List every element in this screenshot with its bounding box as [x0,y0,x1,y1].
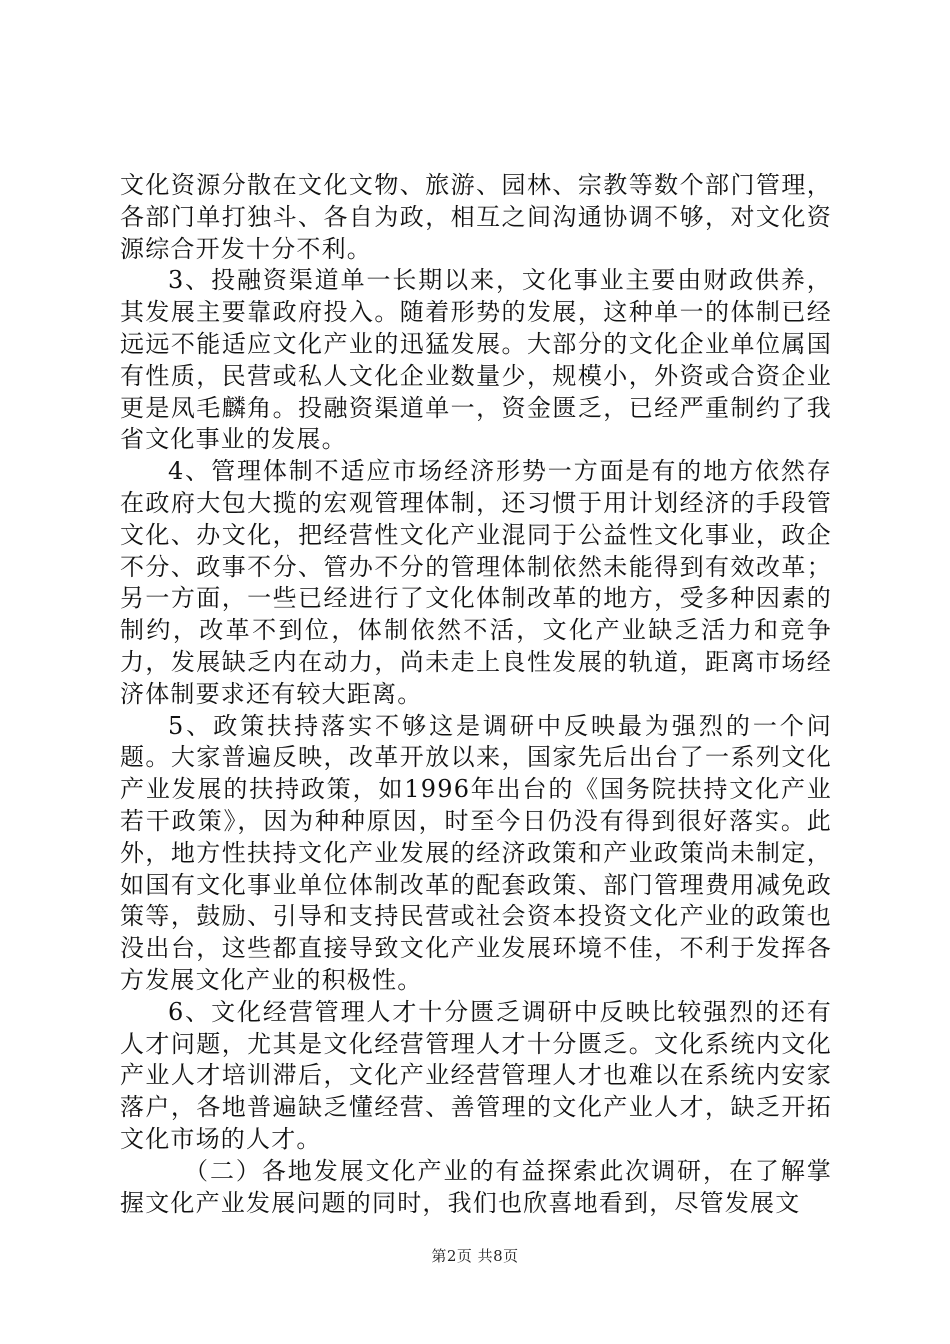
document-body [120,170,832,1219]
paragraph-item-5: 5、政策扶持落实不够这是调研中反映最为强烈的一个问题。大家普遍反映，改革开放以来，国家先后出台了一系列文化产业发展的扶持政策，如1996年出台的《国务院扶持文化产业若干政策》，因为种种原因，时至今日仍没有得到很好落实。此外，地方性扶持文化产业发展的经济政策和产业政策尚未制定，如国有文化事业单位体制改革的配套政策、部门管理费用减免政策等，鼓励、引导和支持民营或社会资本投资文化产业的政策也没出台，这些都直接导致文化产业发展环境不佳，不利于发挥各方发展文化产业的积极性。 [120,711,832,994]
paragraph-item-3: 3、投融资渠道单一长期以来，文化事业主要由财政供养，其发展主要靠政府投入。随着形势的发展，这种单一的体制已经远远不能适应文化产业的迅猛发展。大部分的文化企业单位属国有性质，民营或私人文化企业数量少，规模小，外资或合资企业更是凤毛麟角。投融资渠道单一，资金匮乏，已经严重制约了我省文化事业的发展。 [120,266,832,454]
page-number-footer: 第2页 共8页 [431,1247,519,1265]
paragraph-continuation: 文化资源分散在文化文物、旅游、园林、宗教等数个部门管理，各部门单打独斗、各自为政，相互之间沟通协调不够，对文化资源综合开发十分不利。 [120,171,832,263]
paragraph-section-2: （二）各地发展文化产业的有益探索此次调研，在了解掌握文化产业发展问题的同时，我们也欣喜地看到，尽管发展文 [120,1156,832,1217]
paragraph-item-6: 6、文化经营管理人才十分匮乏调研中反映比较强烈的还有人才问题，尤其是文化经营管理人才十分匮乏。文化系统内文化产业人才培训滞后，文化产业经营管理人才也难以在系统内安家落户，各地普遍缺乏懂经营、善管理的文化产业人才，缺乏开拓文化市场的人才。 [120,997,832,1153]
paragraph-item-4: 4、管理体制不适应市场经济形势一方面是有的地方依然存在政府大包大揽的宏观管理体制，还习惯于用计划经济的手段管文化、办文化，把经营性文化产业混同于公益性文化事业，政企不分、政事不分、管办不分的管理体制依然未能得到有效改革；另一方面，一些已经进行了文化体制改革的地方，受多种因素的制约，改革不到位，体制依然不活，文化产业缺乏活力和竞争力，发展缺乏内在动力，尚未走上良性发展的轨道，距离市场经济体制要求还有较大距离。 [120,457,832,708]
